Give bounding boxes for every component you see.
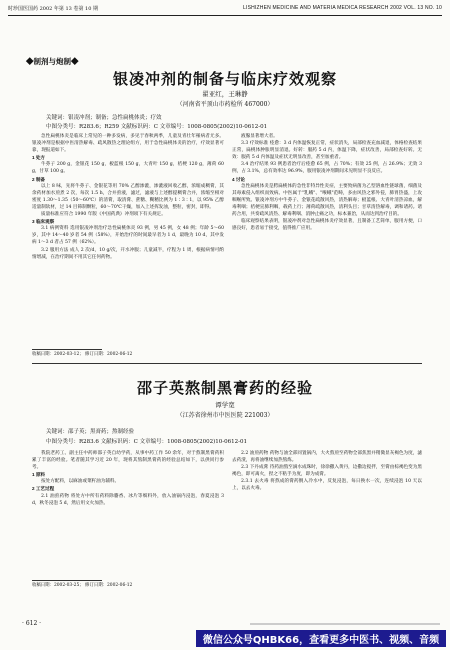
article1-title: 银凌冲剂的制备与临床疗效观察 <box>112 70 337 88</box>
running-header <box>8 2 442 16</box>
article1-left-para: 急性扁桃体炎是临床上常见的一种多发病，多见于春秋两季，儿童及青壮年罹病者尤多。银凌冲剂是根据中医清热解毒、疏风散热之理论组方，用于急性扁桃体炎的治疗，疗效显著可靠，现报道如下。 <box>32 134 224 154</box>
article1-right-para: 3.4 治疗结果 93 例患者治疗后痊愈 65 例，占 70%；有效 25 例，占 26.9%；无效 3 例，占 3.1%，总有效率达 96.9%，服用银凌冲剂期间未见明显不良反应。 <box>232 162 422 175</box>
article2-right-para: 2.2 油煎药物 药物与油全部同置锅内，大火熬煎至药物全部焦黑并稍微显灰褐色为度，滤去药渣，再将油继续加热熬炼。 <box>232 451 422 464</box>
article1-left-para: 质量标准应符合 1990 年版《中国药典》冲剂项下有关规定。 <box>41 212 166 218</box>
article2-authors: 谭学宽 <box>215 401 235 409</box>
article1-left-para: 以上 8 味，先将牛蒡子、金银花等用 70% 乙醇渗漉，渗漉液回收乙醇，浓缩成稠膏，其余药材加水煎煮 2 次，每次 1.5 h，合并煎液，滤过，滤液与上述醇提稠膏合并，浓缩至相对密度 1.30～1.35（50～60℃）的清膏，取清膏、蔗糖、糊精比例为 1∶3∶1，以 95% 乙醇适量制软材，过 14 目筛制颗粒，60～70℃干燥，加入上述挥发油，整粒，密封，即得。 <box>32 183 224 210</box>
article1-left-column <box>32 133 224 345</box>
article1-right-column <box>232 133 422 345</box>
footnote-rule <box>32 580 102 581</box>
article-divider <box>32 363 422 364</box>
section-tag: ◆制剂与炮制◆ <box>26 57 79 66</box>
article1-right-para: 液腺显著增大者。 <box>241 134 278 139</box>
article1-left-para: 3.2 服用方法 成人 2 次/d，10 g/次，开水冲服；儿童减半，疗程为 1 周，根据病情可酌情增减，在治疗期间不用其它任何药物。 <box>32 247 224 260</box>
article1-heading: 4 讨论 <box>232 176 246 182</box>
article2-keywords: 关键词：邵子英；黑膏药；熬制经验 <box>46 429 135 435</box>
article1-heading: 3 临床观察 <box>32 219 55 225</box>
article1-heading: 2 制备 <box>32 176 46 182</box>
article1-right-para: 3.3 疗效标准 痊愈：3 d 内体温恢复正常，症状消失，局部检查充血减退，体格检查结果正常，扁桃体肿胀明显消退。好转：服药 5 d 内，体温下降，症状改善，局部检查好转。无效：服药 5 d 内体温及症状无明显改善，甚至加重者。 <box>232 141 422 161</box>
article2-heading: 2 工艺过程 <box>32 486 55 492</box>
article2-classification: 中图分类号：R283.6 文献标识码：C 文章编号：1008-0805(2002)10-0612-01 <box>46 439 247 445</box>
article2-left-para: 按处方配料，以麻油或菜籽油为辅料。 <box>41 479 120 485</box>
article1-left-para: 3.1 病例资料 选用银凌冲剂治疗急性扁桃体炎 93 例，男 45 例，女 48 例；年龄 5～60 岁，其中 14～40 岁者 54 例（58%），开始治疗的时间最早者为 1 d，最晚为 10 d，其中发病 1～3 d 者占 57 例（62%）。 <box>32 226 224 246</box>
article1-right-para: 急性扁桃体炎是腭扁桃体的急性非特异性炎症，主要致病菌为乙型溶血性链球菌，细菌及其毒素侵入组织而致病。中医属于"乳蛾"、"喉蛾"范畴，多由风热之邪外侵，肺胃热盛，上攻咽喉所致。银凌冲剂方中牛蒡子、金银花疏散风热，清热解毒；板蓝根、大青叶清热凉血，解毒利咽；桔梗宣肺利咽，载药上行；薄荷疏散风热，清利头目；甘草清热解毒，调和诸药。诸药合用，共奏疏风清热、解毒利咽、消肿止痛之功，标本兼治，从而达到治疗目的。 <box>232 183 422 218</box>
article2-left-para: 2.1 油煎药物 将处方中所有药料除麝香、冰片等细料外，放入油锅内浸泡，春夏浸泡 3 d，秋冬浸泡 5 d，然后用文火加热。 <box>32 493 224 506</box>
article2-right-column <box>232 450 422 600</box>
article2-right-para: 2.3 下丹成膏 待药油熬至滴水成珠时，徐徐撒入黄丹，边撒边搅拌，至膏由棕褐色变为黑褐色，即可离火，捏之不粘手为度，即为成膏。 <box>232 465 422 478</box>
scan-artifact <box>250 623 440 625</box>
page-number: · 612 · <box>22 620 42 627</box>
article1-keywords: 关键词：银凌冲剂；制备；急性扁桃体炎；疗效 <box>46 115 162 121</box>
article2-received-date: 收稿日期：2002-03-25； 修订日期：2002-06-12 <box>32 583 133 588</box>
article1-authors: 翟亚红，王琳静 <box>202 90 248 98</box>
article1-received-date: 收稿日期：2002-03-12； 修订日期：2002-06-12 <box>32 352 133 357</box>
header-left: 时珍国医国药 2002 年第 13 卷第 10 期 <box>8 5 98 12</box>
article1-classification: 中图分类号：R283.6；R259 文献标识码：C 文章编号：1008-0805(2002)10-0612-01 <box>46 124 268 130</box>
article1-affiliation: （河南省平顶山市药检所 467000） <box>176 101 274 108</box>
article2-heading: 1 原料 <box>32 472 46 478</box>
article2-left-para: 我院老药工、副主任中药师邵子英自幼学药，从事中药工作 50 余年，对于熬制黑膏药积累了丰富的经验。笔者随其学习近 20 年，现将其熬制黑膏药的经验总结如下，以供同行参考。 <box>32 451 224 471</box>
article2-affiliation: （江苏省徐州市中医医院 221003） <box>176 412 274 419</box>
article2-left-column <box>32 450 224 576</box>
article1-left-para: 牛蒡子 200 g，金银花 150 g，板蓝根 150 g，大青叶 150 g，桔梗 120 g，薄荷 60 g，甘草 100 g。 <box>32 162 224 175</box>
article2-title: 邵子英熬制黑膏药的经验 <box>136 379 313 397</box>
article2-right-para: 2.3.1 去火毒 将熬成的膏药倒入冷水中，反复浸泡，每日换水一次，连续浸泡 10 天以上，以去火毒。 <box>232 479 422 492</box>
watermark-banner: 微信公众号QHBK66，查看更多中医书、视频、音频 <box>196 630 446 647</box>
article1-heading: 1 处方 <box>32 155 46 161</box>
article1-right-para: 临床观察结果表明，银凌冲剂对急性扁桃体炎疗效显著，且制备工艺简单，服用方便，口感良好，患者易于接受，值得推广应用。 <box>232 219 422 232</box>
footnote-rule <box>32 349 102 350</box>
header-right: LISHIZHEN MEDICINE AND MATERIA MEDICA RESEARCH 2002 VOL. 13 NO. 10 <box>243 5 442 11</box>
